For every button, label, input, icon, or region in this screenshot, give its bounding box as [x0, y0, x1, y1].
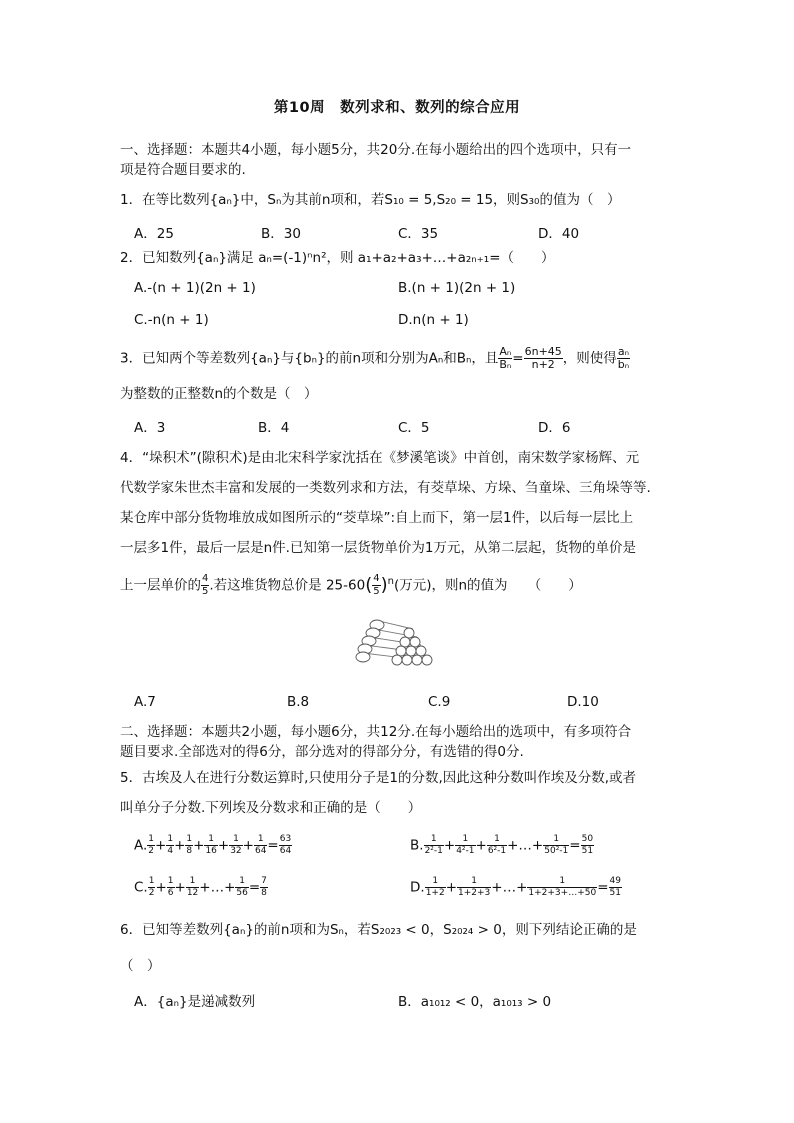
q3-option-c: C．5 [398, 420, 430, 436]
q4-line5: 上一层单价的 $\frac{4}{5}$ .若这堆货物总价是 25-60( $\frac{4}{5}$ )$^n$(万元)，则n的值为 （ ） [120, 573, 582, 597]
q5-a-term-den: 8 [186, 846, 193, 856]
q5-a-term-num: 1 [148, 834, 155, 844]
q3-ratio-num: Aₙ [499, 345, 512, 358]
q5-c-term-num: 1 [186, 876, 199, 888]
q5-d-op: + [445, 879, 457, 896]
q5-a-term-num: 1 [186, 834, 193, 844]
q5-c-eq: = [248, 879, 261, 896]
q5-option-d [410, 876, 622, 899]
q3-option-d: D．6 [538, 420, 571, 436]
q5-option-c [134, 876, 268, 899]
q5-b-term [455, 834, 475, 857]
q4-option-c: C.9 [428, 694, 451, 710]
q5-a-result-num: 63 [279, 834, 292, 844]
q1-option-a: A．25 [134, 226, 174, 242]
q1-option-c: C．35 [398, 226, 439, 242]
q3-option-b: B．4 [258, 420, 290, 436]
q5-d-label: D. [410, 879, 425, 896]
q5-a-term-den: 4 [167, 846, 174, 856]
q5-c-term-den: 56 [236, 888, 248, 898]
q5-c-term-num: 1 [235, 876, 248, 888]
q5-b-term [487, 834, 507, 857]
q5-a-op: + [174, 837, 186, 854]
q4-power-exponent: n [387, 576, 394, 587]
q5-c-result [260, 876, 268, 899]
q5-d-term-den: 1+2+3+…+50 [528, 888, 597, 898]
q5-a-term-num: 1 [204, 834, 217, 846]
q5-d-result [609, 876, 622, 899]
q3-stem-line2: 为整数的正整数n的个数是（ ） [120, 386, 318, 402]
q5-c-term-den: 6 [167, 888, 174, 898]
q5-d-op: +…+ [491, 879, 528, 896]
page-title: 第10周 数列求和、数列的综合应用 [273, 100, 521, 116]
q5-a-term-den: 2 [148, 846, 155, 856]
q5-a-op: + [242, 837, 254, 854]
q5-a-result [279, 834, 292, 857]
q3-expr-fraction [524, 346, 563, 371]
q5-c-result-num: 7 [261, 876, 267, 886]
section1-line2: 项是符合题目要求的. [120, 162, 246, 178]
q5-a-term [229, 834, 242, 857]
q3-option-a: A．3 [134, 420, 166, 436]
q5-b-op: +…+ [507, 837, 544, 854]
q5-a-label: A. [134, 837, 148, 854]
q4-line4: 一层多1件，最后一层是n件.已知第一层货物单价为1万元，从第二层起，货物的单价是 [120, 540, 637, 556]
q5-c-term [235, 876, 248, 899]
q3-target-num: aₙ [617, 345, 630, 358]
q5-c-op: +…+ [199, 879, 236, 896]
q5-d-eq: = [597, 879, 609, 896]
q4-line3: 某仓库中部分货物堆放成如图所示的“茭草垛”:自上而下，第一层1件，以后每一层比上 [120, 510, 634, 526]
section2-line2: 题目要求.全部选对的得6分，部分选对的得部分分，有选错的得0分. [120, 744, 524, 760]
q4-option-d: D.10 [567, 694, 599, 710]
q5-b-term [424, 834, 444, 857]
q5-d-term-num: 1 [457, 876, 491, 888]
q4-option-a: A.7 [134, 694, 156, 710]
q4-option-b: B.8 [287, 694, 310, 710]
q5-d-result-den: 51 [609, 888, 621, 898]
q5-b-term-den: 50²-1 [544, 846, 569, 856]
q5-a-term-den: 16 [205, 846, 217, 856]
q5-b-term-den: 4²-1 [456, 846, 475, 856]
q5-b-result [581, 834, 594, 857]
q5-d-term-num: 1 [527, 876, 597, 888]
q5-a-result-den: 64 [279, 846, 292, 856]
q5-c-term-den: 12 [186, 888, 199, 898]
q4-power-fraction [372, 573, 380, 598]
q2-option-b: B.(n + 1)(2n + 1) [398, 280, 516, 296]
q3-ratio-eq: = [512, 350, 524, 367]
q5-c-term-num: 1 [148, 876, 155, 886]
q3-stem-line1 [120, 346, 680, 371]
q5-c-term [167, 876, 175, 899]
q4-power-den: 5 [373, 586, 380, 597]
q5-a-term [147, 834, 155, 857]
q6-option-b: B．a₁₀₁₂ < 0，a₁₀₁₃ > 0 [398, 994, 552, 1010]
q3-expr-num: 6n+45 [524, 345, 562, 358]
q5-a-term [185, 834, 193, 857]
q5-b-term [543, 834, 569, 857]
q5-c-result-den: 8 [261, 888, 267, 898]
q5-b-op: + [475, 837, 487, 854]
q5-d-term-den: 1+2+3 [458, 888, 491, 898]
q4-fraction-den: 5 [202, 586, 209, 597]
q3-ratio-fraction [498, 346, 512, 371]
q5-b-result-num: 50 [581, 834, 594, 844]
q5-b-eq: = [569, 837, 581, 854]
q5-a-term-den: 32 [230, 846, 242, 856]
q5-c-term-den: 2 [148, 888, 155, 898]
q5-a-term-num: 1 [254, 834, 267, 846]
q4-line5-part2: .若这堆货物总价是 25-60 [209, 577, 366, 594]
q5-b-label: B. [410, 837, 424, 854]
q1-stem: 1．在等比数列{aₙ}中，Sₙ为其前n项和，若S₁₀ = 5,S₂₀ = 15，则S₃₀的值为（ ） [120, 192, 621, 208]
q5-a-term-den: 64 [254, 846, 267, 856]
q2-option-d: D.n(n + 1) [398, 312, 469, 328]
q5-c-op: + [174, 879, 186, 896]
section2-line1: 二、选择题：本题共2小题，每小题6分，共12分.在每小题给出的选项中，有多项符合 [120, 724, 632, 740]
q4-power-num: 4 [373, 573, 380, 584]
q3-expr-den: n+2 [531, 358, 555, 371]
q5-a-term [166, 834, 174, 857]
q4-fraction-num: 4 [202, 573, 209, 584]
q5-c-term-num: 1 [167, 876, 174, 886]
q5-option-b [410, 834, 594, 857]
q5-a-op: + [193, 837, 205, 854]
q5-option-a [134, 834, 292, 857]
q5-b-term-den: 2²-1 [424, 846, 443, 856]
q5-d-term [527, 876, 597, 899]
q2-stem: 2．已知数列{aₙ}满足 aₙ=(-1)ⁿn²，则 a₁+a₂+a₃+…+a₂ₙ₊₁=（ ） [120, 250, 555, 266]
q1-option-b: B．30 [261, 226, 301, 242]
q5-d-term-den: 1+2 [425, 888, 445, 898]
q5-d-term [457, 876, 491, 899]
q5-a-term-num: 1 [167, 834, 174, 844]
haystack-logs-figure [355, 615, 439, 671]
q5-b-op: + [443, 837, 456, 854]
q6-stem: 6．已知等差数列{aₙ}的前n项和为Sₙ，若S₂₀₂₃ < 0，S₂₀₂₄ > 0，则下列结论正确的是 [120, 922, 637, 938]
q3-target-fraction [617, 346, 630, 371]
q2-option-a: A.-(n + 1)(2n + 1) [134, 280, 256, 296]
q6-paren: （ ） [120, 958, 161, 974]
q5-a-term [204, 834, 217, 857]
q5-b-term-num: 1 [455, 834, 475, 846]
q4-line2: 代数学家朱世杰丰富和发展的一类数列求和方法，有茭草垛、方垛、刍童垛、三角垛等等. [120, 480, 651, 496]
q5-b-term-num: 1 [487, 834, 507, 846]
q4-line5-part3: (万元)，则n的值为 （ ） [393, 577, 582, 594]
q3-target-den: bₙ [617, 358, 630, 371]
q5-b-term-num: 1 [543, 834, 569, 846]
q3-stem-part2: ，则使得 [562, 350, 617, 367]
q2-option-c: C.-n(n + 1) [134, 312, 209, 328]
section1-line1: 一、选择题：本题共4小题，每小题5分，共20分.在每小题给出的四个选项中，只有一 [120, 142, 632, 158]
q5-line2: 叫单分子分数.下列埃及分数求和正确的是（ ） [120, 800, 422, 816]
q3-ratio-den: Bₙ [499, 358, 512, 371]
q6-option-a: A．{aₙ}是递减数列 [134, 994, 256, 1010]
q1-option-d: D．40 [538, 226, 580, 242]
q5-a-term-num: 1 [229, 834, 242, 846]
q5-d-term [425, 876, 446, 899]
q5-a-op: + [155, 837, 167, 854]
q5-a-op: + [217, 837, 230, 854]
q5-d-result-num: 49 [609, 876, 621, 886]
q5-b-result-den: 51 [581, 846, 594, 856]
q5-c-label: C. [134, 879, 148, 896]
q4-line5-part1: 上一层单价的 [120, 577, 201, 594]
q5-d-term-num: 1 [425, 876, 446, 888]
q5-b-term-den: 6²-1 [487, 846, 507, 856]
q5-b-term-num: 1 [424, 834, 444, 846]
q5-a-eq: = [267, 837, 279, 854]
q5-c-op: + [155, 879, 167, 896]
q5-c-term [186, 876, 199, 899]
q4-line1: 4．“垛积术”(隙积术)是由北宋科学家沈括在《梦溪笔谈》中首创，南宋数学家杨辉、元 [120, 450, 640, 466]
q5-line1: 5．古埃及人在进行分数运算时,只使用分子是1的分数,因此这种分数叫作埃及分数,或者 [120, 770, 637, 786]
q5-a-term [254, 834, 267, 857]
q3-stem-part1: 3．已知两个等差数列{aₙ}与{bₙ}的前n项和分别为Aₙ和Bₙ，且 [120, 350, 499, 367]
